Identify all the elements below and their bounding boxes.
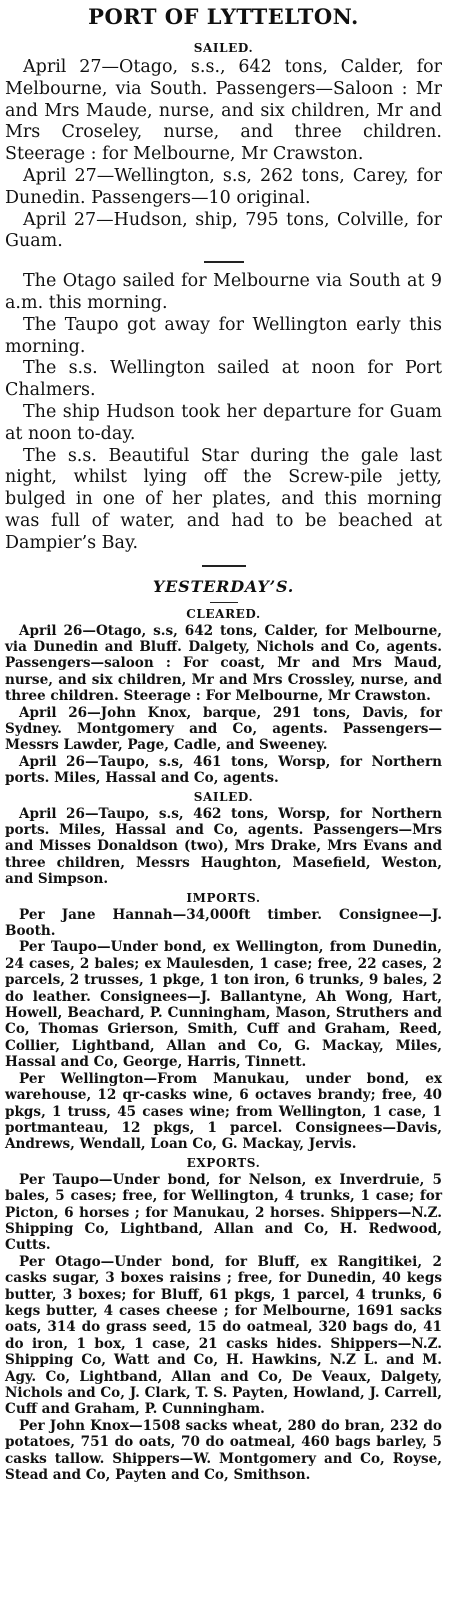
section-divider bbox=[202, 565, 246, 567]
cleared-entry: April 26—Taupo, s.s, 461 tons, Worsp, for Northern ports. Miles, Hassal and Co, agents. bbox=[5, 753, 442, 787]
yesterday-section bbox=[5, 607, 442, 1484]
cleared-entry: April 26—Otago, s.s, 642 tons, Calder, for Melbourne, via Dunedin and Bluff. Dalgety, Nichols and Co, agents. Passengers—saloon : For coast, Mr and Mrs Maud, nurse, and six children, Mr and Mrs Crossley, nurse, and three children. Steerage : For Melbourne, Mr Crawston. bbox=[5, 622, 442, 705]
shipping-news-section bbox=[5, 271, 442, 554]
imports-entry: Per Jane Hannah—34,000ft timber. Consignee—J. Booth. bbox=[5, 906, 442, 940]
heading-underline bbox=[210, 602, 238, 603]
section-divider bbox=[204, 261, 244, 263]
imports-entry: Per Taupo—Under bond, ex Wellington, from Dunedin, 24 cases, 2 bales; ex Maulesden, 1 case; free, 22 cases, 2 parcels, 2 trusses, 1 pkge, 1 ton iron, 6 trunks, 9 bales, 2 do leather. Consignees—J. Ballantyne, Ah Wong, Hart, Howell, Beachard, P. Cunningham, Mason, Struthers and Co, Thomas Grierson, Smith, Cuff and Graham, Reed, Collier, Lightband, Allan and Co, G. Mackay, Miles, Hassal and Co, George, Harris, Tinnett. bbox=[5, 939, 442, 1071]
newspaper-column bbox=[0, 4, 450, 1611]
imports-heading: IMPORTS. bbox=[186, 890, 261, 905]
sailed-heading: SAILED. bbox=[193, 41, 254, 55]
news-paragraph: The s.s. Beautiful Star during the gale last night, whilst lying off the Screw-pile jetty, bulged in one of her plates, and this morning was full of water, and had to be beached at Dampier’s Bay. bbox=[5, 445, 442, 553]
news-paragraph: The Otago sailed for Melbourne via South at 9 a.m. this morning. bbox=[5, 271, 442, 313]
news-paragraph: The Taupo got away for Wellington early this morning. bbox=[5, 314, 442, 357]
imports-entry: Per Wellington—From Manukau, under bond, ex warehouse, 12 qr-casks wine, 6 octaves brandy; free, 40 pkgs, 1 truss, 45 cases wine; from Wellington, 1 case, 1 portmanteau, 12 pkgs, 1 parcel. Consignees—Davis, Andrews, Wendall, Loan Co, G. Mackay, Jervis. bbox=[5, 1070, 442, 1153]
sailed-entry-wellington: April 27—Wellington, s.s, 262 tons, Carey, for Dunedin. Passengers—10 original. bbox=[5, 165, 442, 208]
cleared-heading: CLEARED. bbox=[186, 606, 261, 621]
cleared-entry: April 26—John Knox, barque, 291 tons, Davis, for Sydney. Montgomery and Co, agents. Passengers—Messrs Lawder, Page, Cadle, and Sweeney. bbox=[5, 704, 442, 754]
news-paragraph: The s.s. Wellington sailed at noon for Port Chalmers. bbox=[5, 358, 442, 401]
exports-entry: Per John Knox—1508 sacks wheat, 280 do bran, 232 do potatoes, 751 do oats, 70 do oatmeal, 460 bags barley, 5 casks tallow. Shippers—W. Montgomery and Co, Royse, Stead and Co, Payten and Co, Smithson. bbox=[5, 1417, 442, 1484]
exports-entry: Per Taupo—Under bond, for Nelson, ex Inverdruie, 5 bales, 5 cases; free, for Wellington, 4 trunks, 1 case; for Picton, 6 horses ; for Manukau, 2 horses. Shippers—N.Z. Shipping Co, Lightband, Allan and Co, H. Redwood, Cutts. bbox=[5, 1171, 442, 1254]
sailed-today-section bbox=[5, 41, 442, 253]
masthead: PORT OF LYTTELTON. bbox=[88, 4, 359, 29]
yesterday-heading: YESTERDAY’S. bbox=[152, 576, 295, 596]
news-paragraph: The ship Hudson took her departure for Guam at noon to-day. bbox=[5, 401, 442, 444]
exports-entry: Per Otago—Under bond, for Bluff, ex Rangitikei, 2 casks sugar, 3 boxes raisins ; free, for Dunedin, 40 kegs butter, 3 boxes; for Bluff, 61 pkgs, 1 parcel, 4 trunks, 6 kegs butter, 4 cases cheese ; for Melbourne, 1691 sacks oats, 314 do grass seed, 15 do oatmeal, 320 bags do, 41 do iron, 1 box, 1 case, 21 casks hides. Shippers—N.Z. Shipping Co, Watt and Co, H. Hawkins, N.Z L. and M. Agy. Co, Lightband, Allan and Co, De Veaux, Dalgety, Nichols and Co, J. Clark, T. S. Payten, Howland, J. Carrell, Cuff and Graham, P. Cunningham. bbox=[5, 1253, 442, 1418]
sailed-entry-hudson: April 27—Hudson, ship, 795 tons, Colville, for Guam. bbox=[5, 209, 442, 252]
exports-heading: EXPORTS. bbox=[186, 1155, 261, 1170]
sailed-yesterday-entry: April 26—Taupo, s.s, 462 tons, Worsp, for Northern ports. Miles, Hassal and Co, agents. Passengers—Mrs and Misses Donaldson (two), Mrs Drake, Mrs Evans and three children, Messrs Haughton, Masefield, Weston, and Simpson. bbox=[5, 805, 442, 888]
sailed-entry-otago: April 27—Otago, s.s., 642 tons, Calder, for Melbourne, via South. Passengers—Saloon : Mr and Mrs Maude, nurse, and six children, Mr and Mrs Croseley, nurse, and three children. Steerage : for Melbourne, Mr Crawston. bbox=[5, 57, 442, 165]
sailed-yesterday-heading: SAILED. bbox=[193, 789, 254, 804]
